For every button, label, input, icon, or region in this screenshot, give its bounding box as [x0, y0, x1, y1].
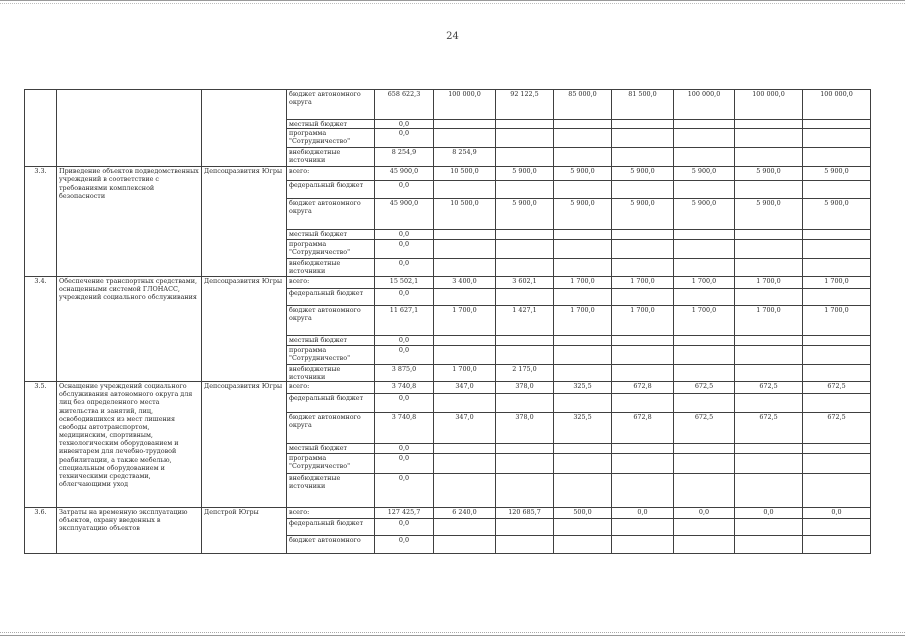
value-year-1: 347,0	[434, 412, 496, 443]
value-total: 0,0	[375, 393, 434, 412]
value-year-4	[612, 335, 674, 345]
value-year-1	[434, 345, 496, 364]
value-year-6	[735, 443, 803, 453]
value-year-4	[612, 259, 674, 276]
value-year-4: 81 500,0	[612, 90, 674, 120]
item-name: Затраты на временную эксплуатацию объектов, охрану введенных в эксплуатацию объектов	[57, 507, 202, 553]
funding-source: бюджет автономного округа	[287, 305, 375, 335]
value-year-6: 100 000,0	[735, 90, 803, 120]
value-year-1	[434, 120, 496, 129]
item-number: 3.5.	[25, 381, 57, 507]
value-year-6: 1 700,0	[735, 276, 803, 288]
value-year-1: 8 254,9	[434, 148, 496, 167]
value-year-3: 85 000,0	[554, 90, 612, 120]
funding-source: местный бюджет	[287, 443, 375, 453]
value-year-6	[735, 120, 803, 129]
value-year-5: 5 900,0	[674, 199, 735, 230]
value-year-1	[434, 181, 496, 199]
item-executor	[202, 90, 287, 167]
value-year-5	[674, 259, 735, 276]
value-year-6	[735, 335, 803, 345]
value-total: 3 875,0	[375, 364, 434, 381]
value-year-7	[803, 443, 871, 453]
value-year-1	[434, 393, 496, 412]
value-year-3: 325,5	[554, 381, 612, 393]
value-year-6	[735, 129, 803, 148]
value-year-7: 5 900,0	[803, 199, 871, 230]
value-year-7	[803, 364, 871, 381]
value-year-7: 100 000,0	[803, 90, 871, 120]
item-number: 3.6.	[25, 507, 57, 553]
value-year-2: 3 602,1	[496, 276, 554, 288]
value-year-2: 92 122,5	[496, 90, 554, 120]
value-year-2: 2 175,0	[496, 364, 554, 381]
value-year-5: 1 700,0	[674, 276, 735, 288]
table-row	[25, 167, 871, 181]
value-year-3	[554, 288, 612, 305]
value-year-5	[674, 393, 735, 412]
value-year-6	[735, 364, 803, 381]
funding-source: внебюджетные источники	[287, 364, 375, 381]
value-year-1: 1 700,0	[434, 364, 496, 381]
item-number: 3.3.	[25, 167, 57, 276]
value-year-7	[803, 181, 871, 199]
value-year-2: 1 427,1	[496, 305, 554, 335]
value-total: 658 622,3	[375, 90, 434, 120]
value-year-6	[735, 259, 803, 276]
value-year-5	[674, 535, 735, 553]
value-year-1: 6 240,0	[434, 507, 496, 518]
value-year-4	[612, 345, 674, 364]
funding-source: программа "Сотрудничество"	[287, 345, 375, 364]
value-total: 0,0	[375, 535, 434, 553]
value-year-3: 1 700,0	[554, 305, 612, 335]
value-year-5	[674, 230, 735, 240]
value-year-1	[434, 535, 496, 553]
value-year-7	[803, 120, 871, 129]
value-year-2: 5 900,0	[496, 167, 554, 181]
value-year-3	[554, 240, 612, 259]
value-total: 0,0	[375, 518, 434, 535]
funding-source: всего:	[287, 276, 375, 288]
item-number: 3.4.	[25, 276, 57, 381]
value-year-4	[612, 240, 674, 259]
value-total: 127 425,7	[375, 507, 434, 518]
value-year-7: 1 700,0	[803, 276, 871, 288]
table-row	[25, 507, 871, 518]
value-year-2	[496, 288, 554, 305]
value-year-7	[803, 518, 871, 535]
value-year-3	[554, 120, 612, 129]
item-name: Обеспечение транспортных средствами, оснащенными системой ГЛОНАСС, учреждений социального обслуживания	[57, 276, 202, 381]
value-year-5	[674, 453, 735, 473]
value-year-1	[434, 129, 496, 148]
value-year-2	[496, 129, 554, 148]
value-year-3	[554, 535, 612, 553]
value-year-6	[735, 240, 803, 259]
value-year-3	[554, 473, 612, 507]
value-year-3	[554, 181, 612, 199]
value-year-6: 0,0	[735, 507, 803, 518]
funding-source: всего:	[287, 167, 375, 181]
value-year-5	[674, 240, 735, 259]
value-year-6	[735, 535, 803, 553]
value-year-2	[496, 181, 554, 199]
value-total: 0,0	[375, 345, 434, 364]
value-year-6	[735, 181, 803, 199]
value-year-2	[496, 345, 554, 364]
table-row	[25, 381, 871, 393]
funding-source: программа "Сотрудничество"	[287, 240, 375, 259]
funding-source: местный бюджет	[287, 335, 375, 345]
value-year-3	[554, 518, 612, 535]
item-name	[57, 90, 202, 167]
page-number: 24	[446, 31, 459, 42]
value-year-4	[612, 148, 674, 167]
value-year-7	[803, 453, 871, 473]
value-year-4	[612, 393, 674, 412]
value-year-7	[803, 240, 871, 259]
value-year-3	[554, 364, 612, 381]
value-year-5: 672,5	[674, 381, 735, 393]
funding-source: федеральный бюджет	[287, 288, 375, 305]
value-year-6: 5 900,0	[735, 199, 803, 230]
value-year-4	[612, 518, 674, 535]
funding-source: внебюджетные источники	[287, 148, 375, 167]
value-year-6	[735, 288, 803, 305]
funding-source: всего:	[287, 507, 375, 518]
funding-source: федеральный бюджет	[287, 393, 375, 412]
value-year-7	[803, 288, 871, 305]
funding-source: программа "Сотрудничество"	[287, 453, 375, 473]
value-year-4	[612, 181, 674, 199]
value-year-3: 5 900,0	[554, 167, 612, 181]
funding-source: бюджет автономного	[287, 535, 375, 553]
value-year-5	[674, 518, 735, 535]
value-total: 0,0	[375, 240, 434, 259]
item-executor: Депсоцразвития Югры	[202, 381, 287, 507]
value-year-3	[554, 148, 612, 167]
value-year-7: 0,0	[803, 507, 871, 518]
value-year-5	[674, 120, 735, 129]
value-total: 0,0	[375, 335, 434, 345]
value-year-7	[803, 148, 871, 167]
table-body	[25, 90, 871, 554]
value-year-7	[803, 473, 871, 507]
value-year-1	[434, 240, 496, 259]
value-year-2: 378,0	[496, 381, 554, 393]
value-year-2	[496, 230, 554, 240]
item-executor: Депстрой Югры	[202, 507, 287, 553]
value-year-3	[554, 345, 612, 364]
value-year-5	[674, 148, 735, 167]
value-total: 0,0	[375, 473, 434, 507]
value-total: 0,0	[375, 181, 434, 199]
value-year-6	[735, 148, 803, 167]
value-year-4: 672,8	[612, 412, 674, 443]
value-total: 0,0	[375, 288, 434, 305]
value-year-1	[434, 288, 496, 305]
value-year-5	[674, 364, 735, 381]
value-year-2: 378,0	[496, 412, 554, 443]
funding-source: программа "Сотрудничество"	[287, 129, 375, 148]
value-year-2: 5 900,0	[496, 199, 554, 230]
value-year-6	[735, 230, 803, 240]
value-year-7	[803, 535, 871, 553]
value-year-1	[434, 453, 496, 473]
funding-source: федеральный бюджет	[287, 181, 375, 199]
value-year-2	[496, 473, 554, 507]
value-year-4: 5 900,0	[612, 167, 674, 181]
value-year-2	[496, 535, 554, 553]
value-year-6	[735, 345, 803, 364]
value-year-1: 3 400,0	[434, 276, 496, 288]
value-year-3: 500,0	[554, 507, 612, 518]
value-year-6: 672,5	[735, 412, 803, 443]
value-year-7: 1 700,0	[803, 305, 871, 335]
value-year-2	[496, 443, 554, 453]
value-year-1: 1 700,0	[434, 305, 496, 335]
value-year-6: 672,5	[735, 381, 803, 393]
item-executor: Депсоцразвития Югры	[202, 276, 287, 381]
value-year-4	[612, 473, 674, 507]
value-year-4: 0,0	[612, 507, 674, 518]
value-year-7	[803, 259, 871, 276]
value-year-4	[612, 120, 674, 129]
value-year-7	[803, 393, 871, 412]
value-year-6: 1 700,0	[735, 305, 803, 335]
value-year-4	[612, 535, 674, 553]
value-total: 0,0	[375, 120, 434, 129]
value-total: 11 627,1	[375, 305, 434, 335]
funding-source: бюджет автономного округа	[287, 90, 375, 120]
value-year-4: 1 700,0	[612, 276, 674, 288]
value-year-5	[674, 473, 735, 507]
value-year-3	[554, 335, 612, 345]
value-year-6	[735, 393, 803, 412]
value-year-3: 325,5	[554, 412, 612, 443]
funding-source: местный бюджет	[287, 120, 375, 129]
value-year-1	[434, 473, 496, 507]
funding-source: местный бюджет	[287, 230, 375, 240]
value-year-7: 672,5	[803, 381, 871, 393]
value-year-5: 1 700,0	[674, 305, 735, 335]
value-year-6	[735, 473, 803, 507]
value-total: 0,0	[375, 443, 434, 453]
value-year-1	[434, 518, 496, 535]
value-year-3: 5 900,0	[554, 199, 612, 230]
value-year-2	[496, 453, 554, 473]
value-year-1	[434, 230, 496, 240]
value-year-1: 10 500,0	[434, 199, 496, 230]
value-year-5	[674, 288, 735, 305]
value-total: 8 254,9	[375, 148, 434, 167]
scan-bottom-edge	[0, 632, 905, 636]
table-row	[25, 276, 871, 288]
value-year-4	[612, 230, 674, 240]
value-year-7: 672,5	[803, 412, 871, 443]
value-year-7	[803, 129, 871, 148]
funding-source: федеральный бюджет	[287, 518, 375, 535]
value-year-3	[554, 443, 612, 453]
funding-source: внебюджетные источники	[287, 259, 375, 276]
value-year-7	[803, 345, 871, 364]
value-total: 3 740,8	[375, 412, 434, 443]
value-year-5: 5 900,0	[674, 167, 735, 181]
value-year-1	[434, 335, 496, 345]
value-year-4	[612, 364, 674, 381]
program-funding-table	[24, 89, 871, 554]
item-executor: Депсоцразвития Югры	[202, 167, 287, 276]
value-year-5: 100 000,0	[674, 90, 735, 120]
funding-source: всего:	[287, 381, 375, 393]
value-year-2	[496, 518, 554, 535]
value-year-5	[674, 443, 735, 453]
funding-source: внебюджетные источники	[287, 473, 375, 507]
value-year-3	[554, 259, 612, 276]
value-year-2	[496, 240, 554, 259]
value-year-3: 1 700,0	[554, 276, 612, 288]
value-year-2	[496, 120, 554, 129]
value-year-3	[554, 129, 612, 148]
scan-top-edge	[0, 0, 905, 4]
value-year-6: 5 900,0	[735, 167, 803, 181]
item-name: Оснащение учреждений социального обслуживания автономного округа для лиц без определенного места жительства и занятий, лиц, освободившихся из мест лишения свободы автотранспортом, медицинским, спортивным, технологическим оборудованием и инвентарем для лечебно-трудовой реабилитации, а также мебелью, специальным оборудованием и техническими средствами, облегчающими уход	[57, 381, 202, 507]
value-total: 3 740,8	[375, 381, 434, 393]
value-year-5	[674, 181, 735, 199]
value-year-4: 1 700,0	[612, 305, 674, 335]
value-year-5: 0,0	[674, 507, 735, 518]
value-total: 45 900,0	[375, 199, 434, 230]
value-year-1: 10 500,0	[434, 167, 496, 181]
value-year-7	[803, 335, 871, 345]
value-year-2	[496, 335, 554, 345]
value-total: 15 502,1	[375, 276, 434, 288]
value-total: 0,0	[375, 453, 434, 473]
value-year-5	[674, 335, 735, 345]
value-year-4: 672,8	[612, 381, 674, 393]
value-total: 45 900,0	[375, 167, 434, 181]
funding-source: бюджет автономного округа	[287, 199, 375, 230]
value-year-7	[803, 230, 871, 240]
value-total: 0,0	[375, 259, 434, 276]
table-row	[25, 90, 871, 120]
value-year-4: 5 900,0	[612, 199, 674, 230]
value-year-3	[554, 453, 612, 473]
value-year-4	[612, 288, 674, 305]
value-year-5	[674, 129, 735, 148]
funding-source: бюджет автономного округа	[287, 412, 375, 443]
value-year-4	[612, 443, 674, 453]
value-year-7: 5 900,0	[803, 167, 871, 181]
value-year-4	[612, 129, 674, 148]
value-year-5: 672,5	[674, 412, 735, 443]
value-year-2: 120 685,7	[496, 507, 554, 518]
item-number	[25, 90, 57, 167]
value-total: 0,0	[375, 230, 434, 240]
value-year-1: 347,0	[434, 381, 496, 393]
value-year-2	[496, 148, 554, 167]
value-year-5	[674, 345, 735, 364]
value-total: 0,0	[375, 129, 434, 148]
value-year-6	[735, 518, 803, 535]
item-name: Приведение объектов подведомственных учреждений в соответствие с требованиями комплексной безопасности	[57, 167, 202, 276]
value-year-4	[612, 453, 674, 473]
value-year-2	[496, 393, 554, 412]
value-year-3	[554, 230, 612, 240]
value-year-6	[735, 453, 803, 473]
value-year-3	[554, 393, 612, 412]
value-year-1: 100 000,0	[434, 90, 496, 120]
value-year-2	[496, 259, 554, 276]
value-year-1	[434, 443, 496, 453]
value-year-1	[434, 259, 496, 276]
